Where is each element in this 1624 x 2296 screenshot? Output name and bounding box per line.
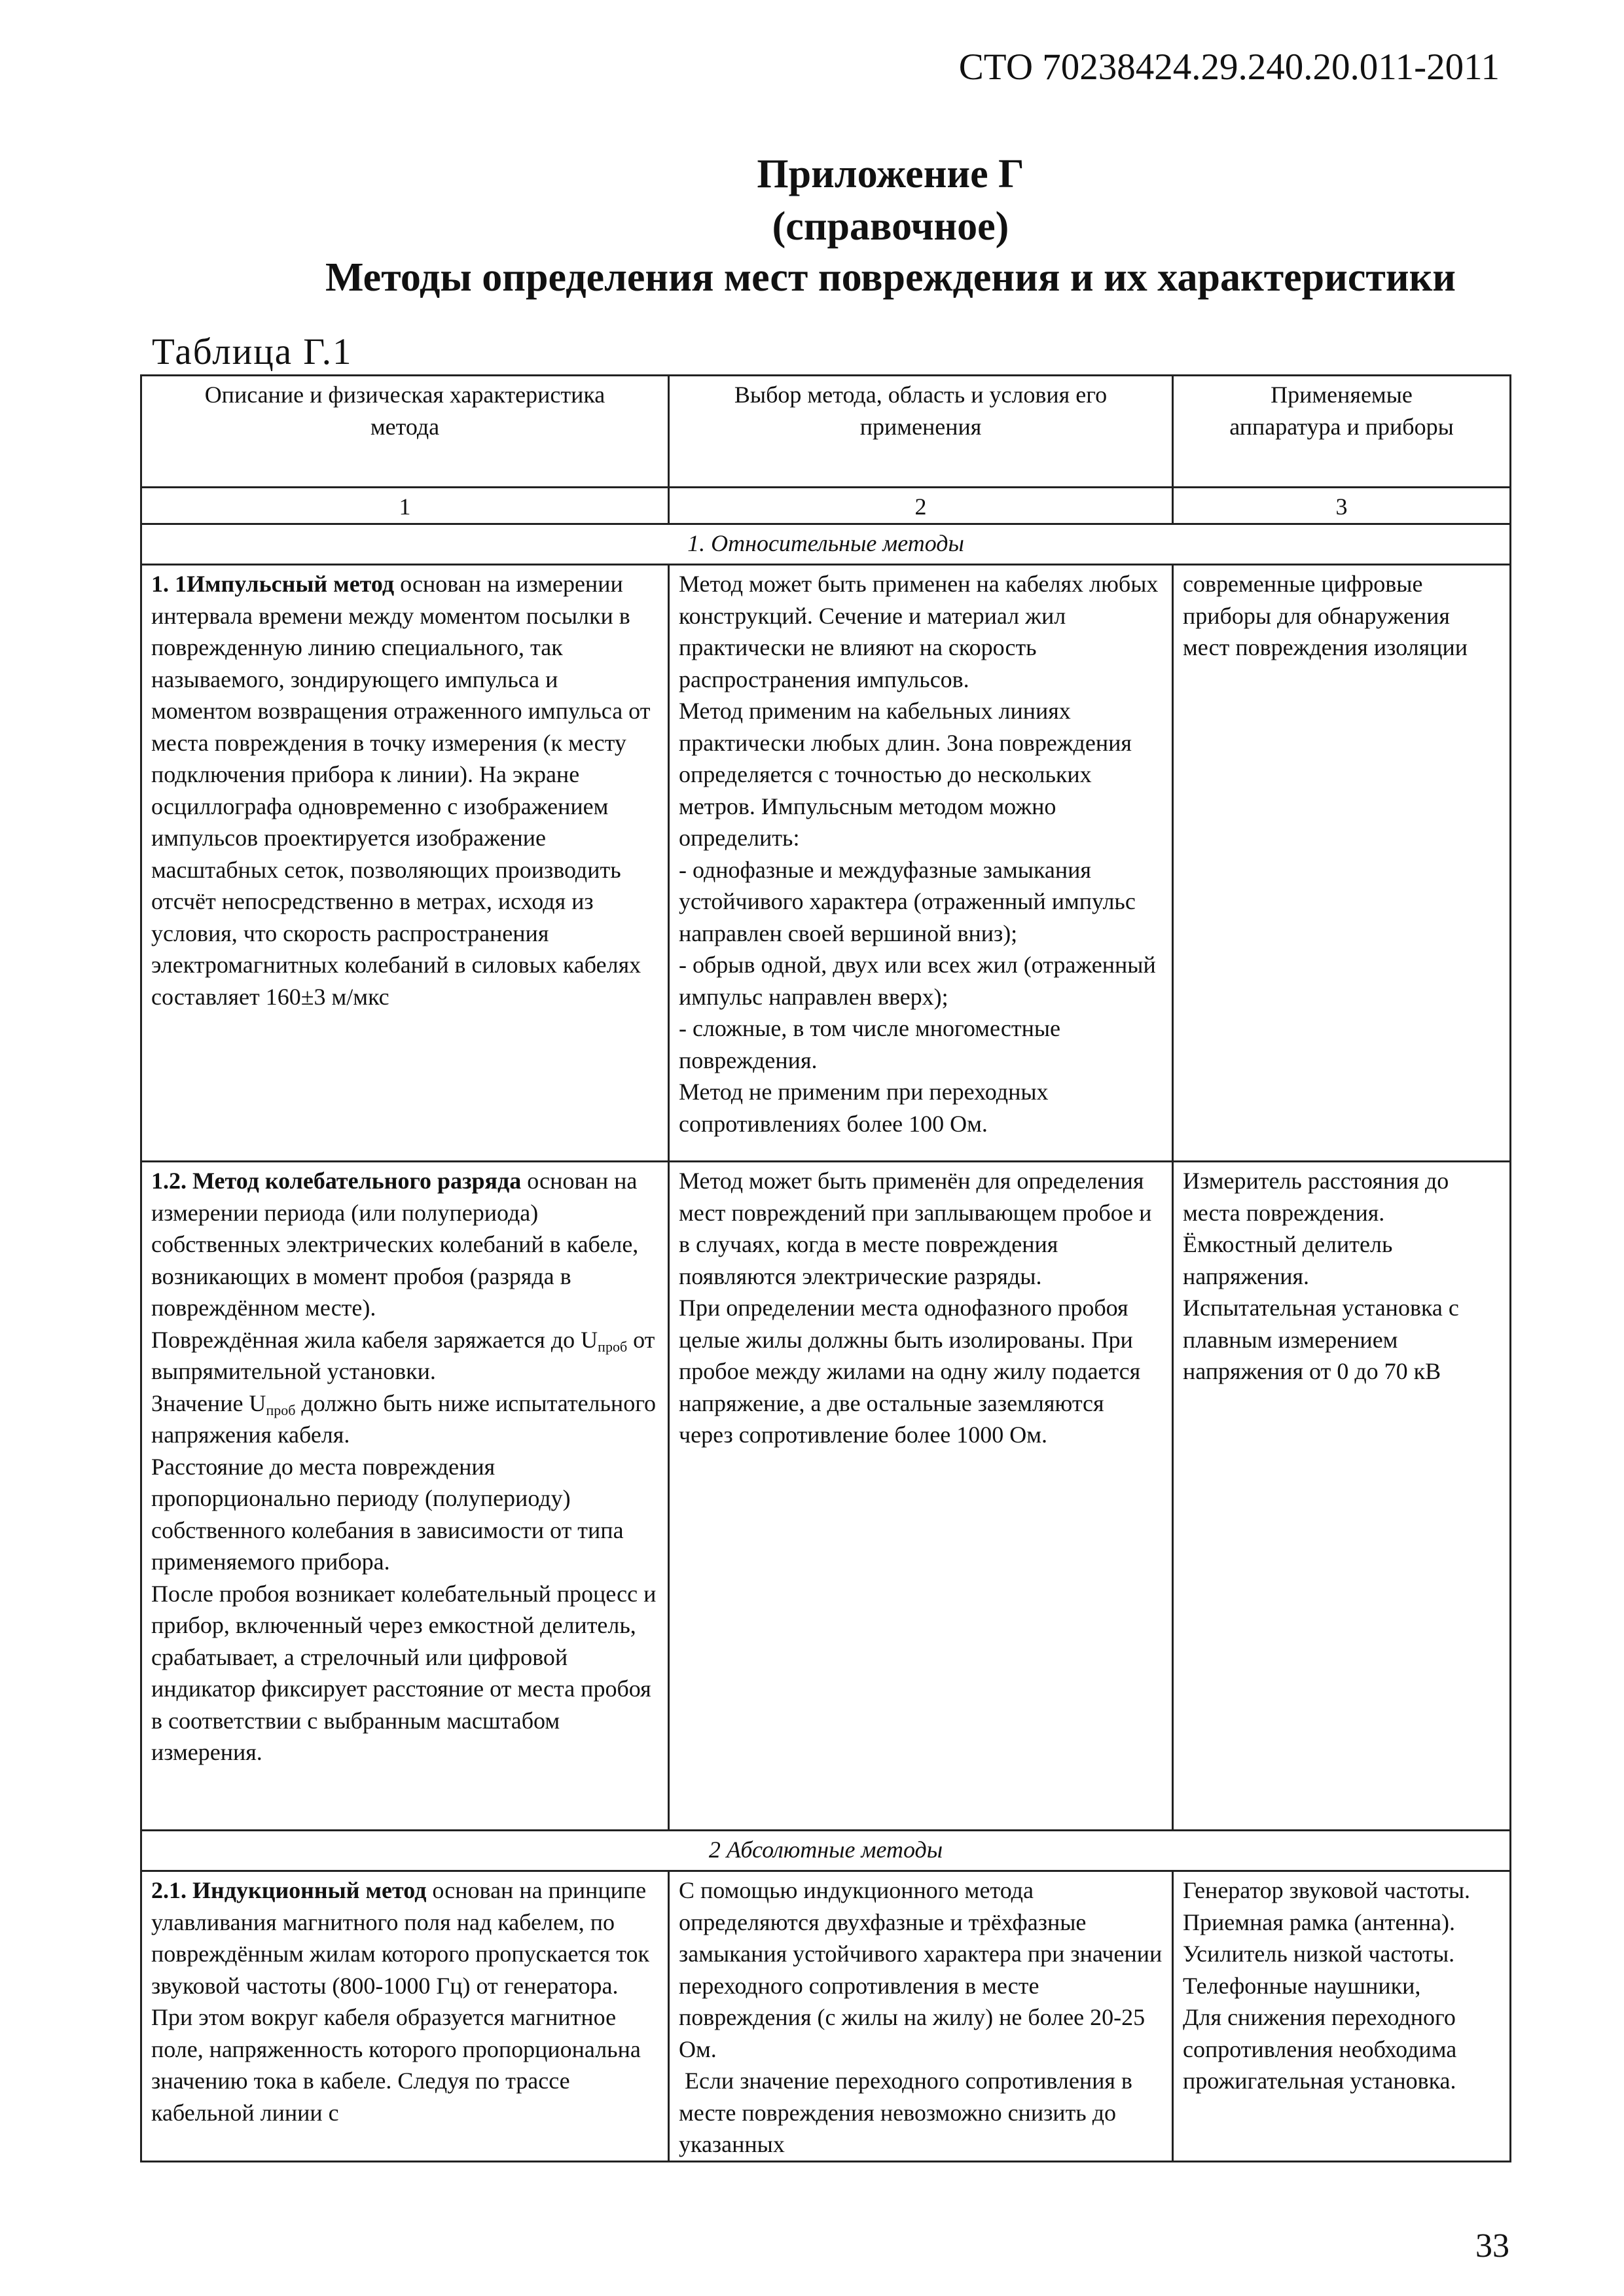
equipment-line: Генератор звуковой частоты. Приемная рамка (антенна). Усилитель низкой частоты. [1183,1877,1471,1967]
application-line: - обрыв одной, двух или всех жил (отраженный импульс направлен вверх); [679,952,1156,1010]
column-header-description: Описание и физическая характеристика метода [141,376,669,488]
application-line: При определении места однофазного пробоя целые жилы должны быть изолированы. При пробое между жилами на одну жилу подается напряжение, а две остальные заземляются через сопротивление более 1000 Ом. [679,1295,1141,1448]
section-row-absolute [141,1831,1511,1871]
appendix-subject: Методы определения мест повреждения и их характеристики [325,255,1456,300]
subscript: проб [266,1401,296,1418]
method-name: 1.2. Метод колебательного разряда [151,1168,522,1194]
application-line: Метод может быть применён для определения мест повреждений при заплывающем пробое и в случаях, когда в месте повреждения появляются электрические разряды. [679,1168,1152,1289]
methods-table [140,374,1511,2162]
column-numbers-row [141,488,1511,524]
application-line: - однофазные и междуфазные замыкания устойчивого характера (отраженный импульс направлен своей вершиной вниз); [679,856,1136,946]
row-oscillation-equipment [1173,1162,1511,1831]
appendix-status: (справочное) [772,204,1009,249]
method-description: основан на измерении периода (или полупериода) собственных электрических колебаний в кабеле, возникающих в момент пробоя (разряда в повреждённом месте). [151,1168,639,1321]
appendix-title: Приложение Г [757,152,1024,196]
text-fragment: Повреждённая жила кабеля заряжается до U [151,1326,598,1353]
method-description: основан на измерении интервала времени между моментом посылки в поврежденную линию специального, так называемого, зондирующего импульса и моментом возвращения отраженного импульса от места повреждения в точку измерения (к месту подключения прибора к линии). На экране осциллографа одновременно с изображением импульсов проектируется изображение масштабных сеток, позволяющих производить отсчёт непосредственно в метрах, исходя из условия, что скорость распространения электромагнитных колебаний в силовых кабелях составляет 160±3 м/мкс [151,571,651,1010]
application-line: Метод не применим при переходных сопротивлениях более 100 Ом. [679,1079,1049,1137]
table-header-row [141,376,1511,488]
document-code: СТО 70238424.29.240.20.011-2011 [958,46,1500,88]
section-title-absolute: 2 Абсолютные методы [141,1831,1511,1871]
description-paragraph: После пробоя возникает колебательный процесс и прибор, включенный через емкостной делитель, срабатывает, а стрелочный или цифровой индикатор фиксирует расстояние от места пробоя в соответствии с выбранным масштабом измерения. [151,1580,657,1765]
text-fragment: от выпрямительной установки. [151,1326,655,1384]
equipment-line: Ёмкостный делитель напряжения. [1183,1231,1393,1289]
method-name: 1. 1Импульсный метод [151,571,395,597]
table-caption: Таблица Г.1 [152,331,353,372]
subscript: проб [598,1338,628,1355]
section-title-relative: 1. Относительные методы [141,524,1511,565]
method-description: основан на принципе улавливания магнитного поля над кабелем, по повреждённым жилам которого пропускается ток звуковой частоты (800-1000 Гц) от генератора. [151,1877,649,1999]
row-pulse-application [669,565,1173,1162]
column-header-selection: Выбор метода, область и условия его применения [669,376,1173,488]
row-oscillation-description [141,1162,669,1831]
description-paragraph [151,1874,659,2001]
row-pulse-equipment [1173,565,1511,1162]
description-paragraph [151,1324,659,1388]
description-paragraph: Расстояние до места повреждения пропорционально периоду (полупериоду) собственного колебания в зависимости от типа применяемого прибора. [151,1453,624,1575]
row-induction-description [141,1871,669,2162]
text-fragment: Значение U [151,1390,266,1416]
row-oscillation-application [669,1162,1173,1831]
description-paragraph [151,1165,659,1324]
text-fragment: должно быть ниже испытательного напряжения кабеля. [151,1390,657,1448]
table-row [141,565,1511,1162]
application-line: Если значение переходного сопротивления в месте повреждения невозможно снизить до указанных [679,2068,1138,2157]
column-number-1: 1 [141,488,669,524]
row-induction-application [669,1871,1173,2162]
application-line: Метод может быть применен на кабелях любых конструкций. Сечение и материал жил практически не влияют на скорость распространения импульсов. [679,571,1159,692]
row-induction-equipment [1173,1871,1511,2162]
application-line: С помощью индукционного метода определяются двухфазные и трёхфазные замыкания устойчивого характера при значении переходного сопротивления в месте повреждения (с жилы на жилу) не более 20-25 Ом. [679,1877,1163,2062]
table-row [141,1871,1511,2162]
application-line: - сложные, в том числе многоместные повреждения. [679,1015,1061,1073]
description-paragraph [151,1388,659,1451]
method-name: 2.1. Индукционный метод [151,1877,427,1903]
equipment-line: Измеритель расстояния до места повреждения. [1183,1168,1449,1226]
column-number-3: 3 [1173,488,1511,524]
column-header-equipment: Применяемые аппаратура и приборы [1173,376,1511,488]
equipment-line: Для снижения переходного сопротивления необходима прожигательная установка. [1183,2004,1457,2094]
section-row-relative [141,524,1511,565]
column-number-2: 2 [669,488,1173,524]
page-number: 33 [1475,2227,1509,2265]
description-paragraph: При этом вокруг кабеля образуется магнитное поле, напряженность которого пропорциональна значению тока в кабеле. Следуя по трассе кабельной линии с [151,2004,641,2126]
application-line: Метод применим на кабельных линиях практически любых длин. Зона повреждения определяется с точностью до нескольких метров. Импульсным методом можно определить: [679,698,1132,851]
equipment-line: Испытательная установка с плавным измерением напряжения от 0 до 70 кВ [1183,1295,1459,1384]
equipment-line: Телефонные наушники, [1183,1972,1421,1999]
row-pulse-description [141,565,669,1162]
table-row [141,1162,1511,1831]
equipment-line: современные цифровые приборы для обнаружения мест повреждения изоляции [1183,571,1468,660]
